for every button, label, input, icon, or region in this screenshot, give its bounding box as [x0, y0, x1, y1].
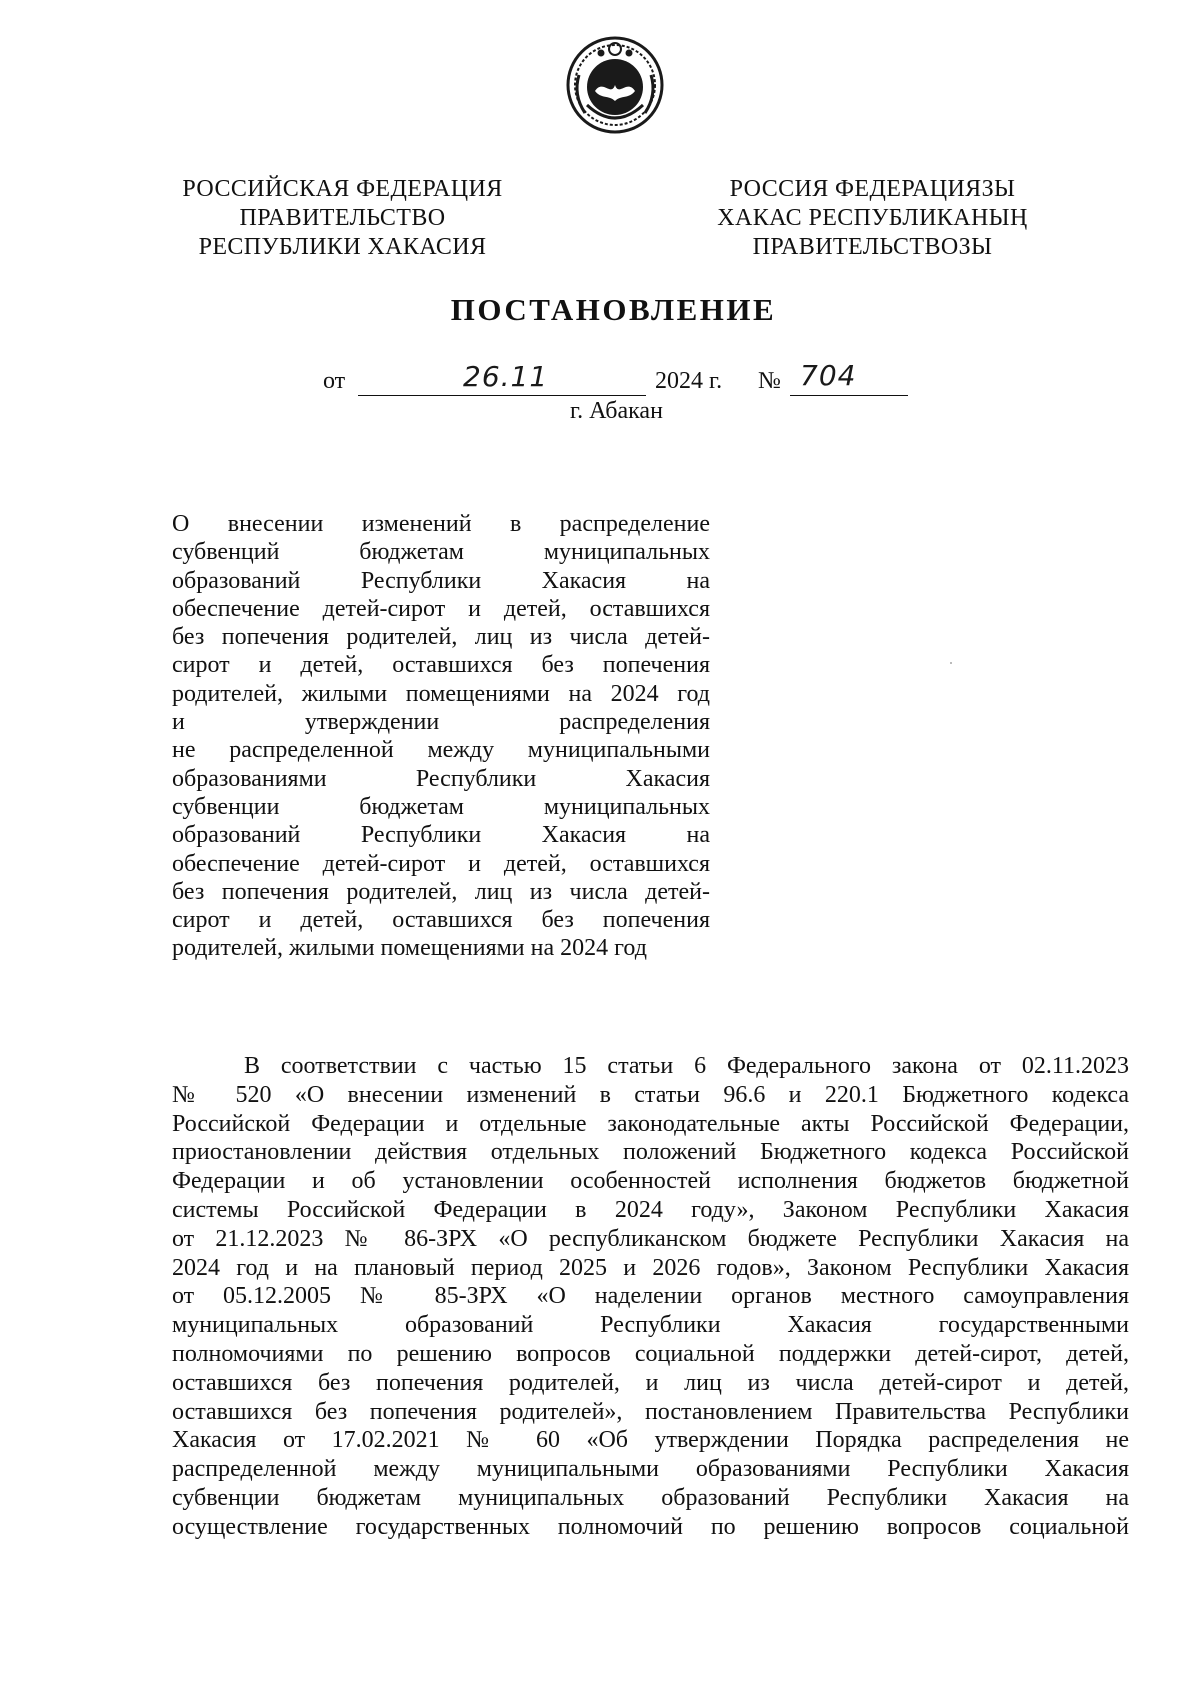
document-title: ПОСТАНОВЛЕНИЕ — [450, 292, 777, 327]
body-line: В соответствии с частью 15 статьи 6 Федерального закона от 02.11.2023 — [244, 1053, 1129, 1079]
subject-line: сирот и детей, оставшихся без попечения — [172, 907, 710, 934]
body-line: Федерации и об установлении особенностей исполнения бюджетов бюджетной — [172, 1168, 1129, 1195]
body-line: оставшихся без попечения родителей», постановлением Правительства Республики — [172, 1398, 1129, 1425]
subject-line: образований Республики Хакасия на — [172, 822, 710, 849]
header-right — [700, 175, 1045, 262]
handwritten-number: 704 — [800, 359, 857, 392]
date-prefix: от — [323, 368, 346, 394]
city-label: г. Абакан — [570, 398, 663, 424]
body-line: Российской Федерации и отдельные законодательные акты Российской Федерации, — [172, 1110, 1129, 1137]
header-right-line: ПРАВИТЕЛЬСТВОЗЫ — [752, 234, 993, 260]
subject-line: не распределенной между муниципальными — [172, 737, 710, 764]
body-line: 2024 год и на плановый период 2025 и 2026 годов», Законом Республики Хакасия — [172, 1254, 1129, 1281]
subject-line: обеспечение детей-сирот и детей, оставшихся — [172, 595, 710, 622]
subject-line: О внесении изменений в распределение — [172, 511, 710, 537]
subject-line: без попечения родителей, лиц из числа детей- — [172, 624, 710, 651]
year-label: 2024 г. — [655, 368, 723, 394]
header-left-line: ПРАВИТЕЛЬСТВО — [239, 205, 446, 231]
subject-line: родителей, жилыми помещениями на 2024 год — [172, 935, 647, 962]
body-line: оставшихся без попечения родителей, и лиц из числа детей-сирот и детей, — [172, 1369, 1129, 1396]
body-line: от 21.12.2023 № 86-ЗРХ «О республиканском бюджете Республики Хакасия на — [172, 1225, 1129, 1252]
subject-line: обеспечение детей-сирот и детей, оставшихся — [172, 850, 710, 877]
body-line: системы Российской Федерации в 2024 году», Законом Республики Хакасия — [172, 1196, 1129, 1223]
subject-line: сирот и детей, оставшихся без попечения — [172, 652, 710, 679]
subject-line: и утверждении распределения — [172, 709, 710, 736]
date-underline — [358, 395, 646, 396]
subject-line: субвенции бюджетам муниципальных — [172, 793, 710, 820]
header-right-line: РОССИЯ ФЕДЕРАЦИЯЗЫ — [729, 176, 1016, 202]
body-line: № 520 «О внесении изменений в статьи 96.6 и 220.1 Бюджетного кодекса — [172, 1081, 1129, 1108]
subject-line: образований Республики Хакасия на — [172, 567, 710, 594]
scan-speck — [950, 662, 952, 664]
header-right-line: ХАКАС РЕСПУБЛИКАНЫҢ — [717, 205, 1028, 231]
number-underline — [790, 395, 908, 396]
subject-line: родителей, жилыми помещениями на 2024 год — [172, 680, 710, 707]
header-left — [170, 175, 515, 262]
body-line: распределенной между муниципальными образованиями Республики Хакасия — [172, 1456, 1129, 1483]
coat-of-arms-icon — [565, 35, 665, 135]
body-line: осуществление государственных полномочий по решению вопросов социальной — [172, 1513, 1129, 1540]
body-line: от 05.12.2005 № 85-ЗРХ «О наделении органов местного самоуправления — [172, 1283, 1129, 1310]
body-paragraph — [172, 1052, 1129, 1542]
subject-block — [172, 510, 710, 963]
header-left-line: РОССИЙСКАЯ ФЕДЕРАЦИЯ — [182, 176, 503, 202]
subject-line: образованиями Республики Хакасия — [172, 765, 710, 792]
header-left-line: РЕСПУБЛИКИ ХАКАСИЯ — [198, 234, 487, 260]
body-line: субвенции бюджетам муниципальных образований Республики Хакасия на — [172, 1484, 1129, 1511]
body-line: муниципальных образований Республики Хакасия государственными — [172, 1312, 1129, 1339]
body-line: приостановлении действия отдельных положений Бюджетного кодекса Российской — [172, 1139, 1129, 1166]
body-line: полномочиями по решению вопросов социальной поддержки детей-сирот, детей, — [172, 1340, 1129, 1367]
number-label: № — [758, 368, 781, 394]
subject-line: субвенций бюджетам муниципальных — [172, 539, 710, 566]
handwritten-date: 26.11 — [463, 360, 549, 393]
body-line: Хакасия от 17.02.2021 № 60 «Об утверждении Порядка распределения не — [172, 1427, 1129, 1454]
subject-line: без попечения родителей, лиц из числа детей- — [172, 878, 710, 905]
